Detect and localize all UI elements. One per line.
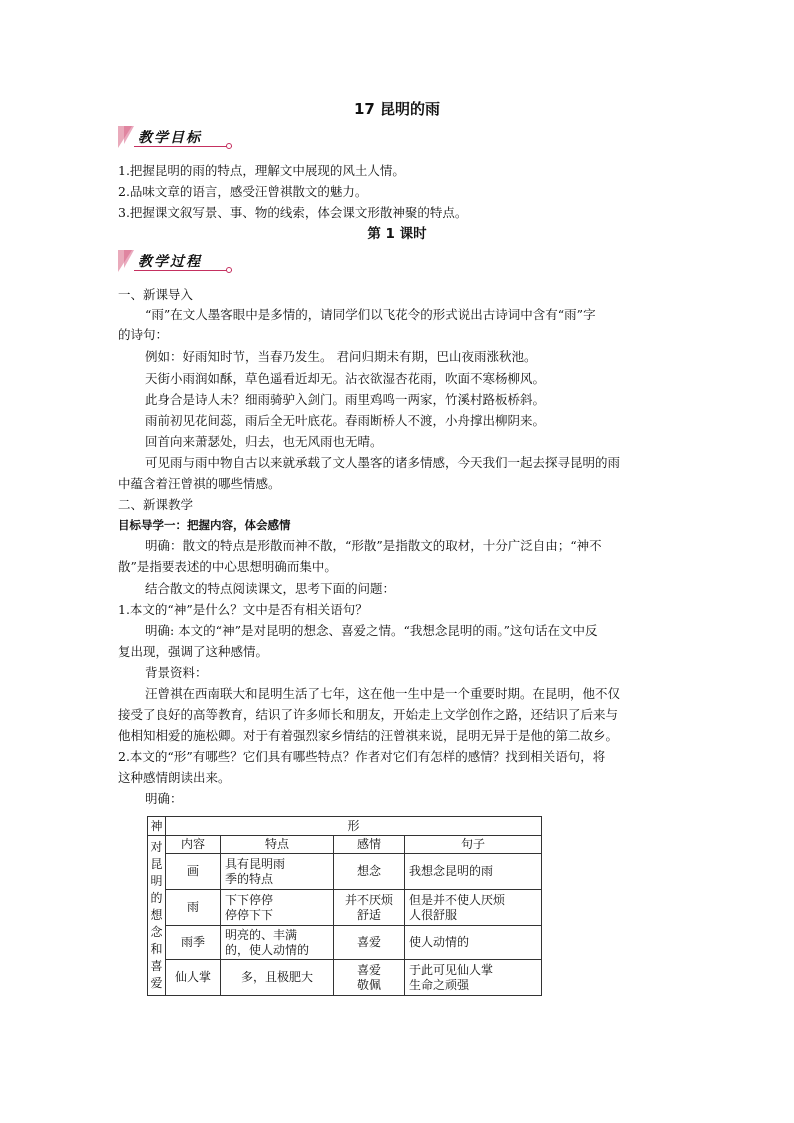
shen-char: 对 xyxy=(150,840,163,854)
paragraph-line: 中蕴含着汪曾祺的哪些情感。 xyxy=(118,476,281,491)
paragraph-line: “雨”在文人墨客眼中是多情的，请同学们以飞花令的形式说出古诗词中含有“雨”字 xyxy=(145,307,596,322)
shen-char: 念 xyxy=(150,925,163,939)
table-row xyxy=(148,926,542,960)
paragraph-line: 接受了良好的高等教育，结识了许多师长和朋友，开始走上文学创作之路，还结识了后来与 xyxy=(118,707,619,722)
goal-item: 3.把握课文叙写景、事、物的线索，体会课文形散神聚的特点。 xyxy=(118,205,468,220)
question-line: 2.本文的“形”有哪些？它们具有哪些特点？作者对它们有怎样的感情？找到相关语句，将 xyxy=(118,749,606,764)
paragraph-line: 他相知相爱的施松卿。对于有着强烈家乡情结的汪曾祺来说，昆明无异于是他的第二故乡。 xyxy=(118,728,619,743)
cell-feeling: 喜爱 敬佩 xyxy=(334,960,405,996)
col-header-feeling: 感情 xyxy=(334,836,405,854)
shen-char: 想 xyxy=(150,908,163,922)
paragraph-line: 明确: 本文的“神”是对昆明的想念、喜爱之情。“我想念昆明的雨。”这句话在文中反 xyxy=(145,623,598,638)
shen-vertical-text xyxy=(148,836,166,996)
dot-icon xyxy=(226,143,232,149)
table-row xyxy=(148,960,542,996)
goal-item: 2.品味文章的语言，感受汪曾祺散文的魅力。 xyxy=(118,184,368,199)
cell-sentence: 使人动情的 xyxy=(405,926,542,960)
paragraph-line: 明确： xyxy=(145,791,183,806)
section-heading: 一、新课导入 xyxy=(118,287,194,302)
dot-icon xyxy=(226,267,232,273)
table-row xyxy=(148,890,542,926)
banner-label: 教学目标 xyxy=(138,130,202,146)
background-label: 背景资料： xyxy=(145,665,208,680)
cell-content: 雨季 xyxy=(166,926,221,960)
shen-char: 和 xyxy=(150,942,163,956)
question-line: 1.本文的“神”是什么？文中是否有相关语句？ xyxy=(118,602,368,617)
cell-feeling: 想念 xyxy=(334,854,405,890)
paragraph-line: 复出现，强调了这种感情。 xyxy=(118,644,269,659)
paragraph-line: 可见雨与雨中物自古以来就承载了文人墨客的诸多情感，今天我们一起去探寻昆明的雨 xyxy=(145,455,621,470)
shen-char: 昆 xyxy=(150,857,163,871)
header-xing: 形 xyxy=(166,817,542,836)
banner-label: 教学过程 xyxy=(138,254,202,270)
shen-char: 喜 xyxy=(150,959,163,973)
section-banner-goals xyxy=(118,126,238,152)
shen-char: 的 xyxy=(150,891,163,905)
cell-feeling: 并不厌烦 舒适 xyxy=(334,890,405,926)
cell-sentence: 但是并不使人厌烦 人很舒服 xyxy=(405,890,542,926)
cell-sentence: 我想念昆明的雨 xyxy=(405,854,542,890)
cell-feature: 具有昆明雨 季的特点 xyxy=(221,854,334,890)
target-heading: 目标导学一：把握内容，体会感情 xyxy=(118,518,291,532)
goal-item: 1.把握昆明的雨的特点，理解文中展现的风土人情。 xyxy=(118,163,405,178)
poem-line: 天街小雨润如酥，草色遥看近却无。沾衣欲湿杏花雨，吹面不寒杨柳风。 xyxy=(145,371,546,386)
poem-line: 雨前初见花间蕊，雨后全无叶底花。春雨断桥人不渡，小舟撑出柳阴来。 xyxy=(145,413,546,428)
paragraph-line: 明确：散文的特点是形散而神不散，“形散”是指散文的取材，十分广泛自由；“神不 xyxy=(145,538,602,553)
section-banner-process xyxy=(118,250,238,276)
col-header-content: 内容 xyxy=(166,836,221,854)
shen-char: 爱 xyxy=(150,976,163,990)
shen-char: 明 xyxy=(150,874,163,888)
paragraph-line: 散”是指要表述的中心思想明确而集中。 xyxy=(118,559,337,574)
paragraph-line: 汪曾祺在西南联大和昆明生活了七年，这在他一生中是一个重要时期。在昆明，他不仅 xyxy=(145,686,621,701)
cell-feature: 多，且极肥大 xyxy=(221,960,334,996)
paragraph-line: 的诗句： xyxy=(118,327,169,342)
poem-line: 此身合是诗人未？细雨骑驴入剑门。雨里鸡鸣一两家，竹溪村路板桥斜。 xyxy=(145,392,546,407)
header-shen: 神 xyxy=(148,817,166,836)
cell-feeling: 喜爱 xyxy=(334,926,405,960)
poem-line: 例如：好雨知时节，当春乃发生。 君问归期未有期，巴山夜雨涨秋池。 xyxy=(145,349,537,364)
cell-feature: 下下停停 停停下下 xyxy=(221,890,334,926)
cell-content: 画 xyxy=(166,854,221,890)
lesson-title: 第 1 课时 xyxy=(367,226,427,242)
paragraph-line: 结合散文的特点阅读课文，思考下面的问题： xyxy=(145,581,396,596)
col-header-sentence: 句子 xyxy=(405,836,542,854)
page-title: 17 昆明的雨 xyxy=(353,100,441,118)
cell-feature: 明亮的、丰满 的，使人动情的 xyxy=(221,926,334,960)
section-heading: 二、新课教学 xyxy=(118,497,194,512)
table-row xyxy=(148,854,542,890)
analysis-table xyxy=(147,816,542,996)
cell-content: 仙人掌 xyxy=(166,960,221,996)
cell-content: 雨 xyxy=(166,890,221,926)
poem-line: 回首向来萧瑟处，归去，也无风雨也无晴。 xyxy=(145,434,383,449)
col-header-feature: 特点 xyxy=(221,836,334,854)
question-line: 这种感情朗读出来。 xyxy=(118,770,231,785)
cell-sentence: 于此可见仙人掌 生命之顽强 xyxy=(405,960,542,996)
